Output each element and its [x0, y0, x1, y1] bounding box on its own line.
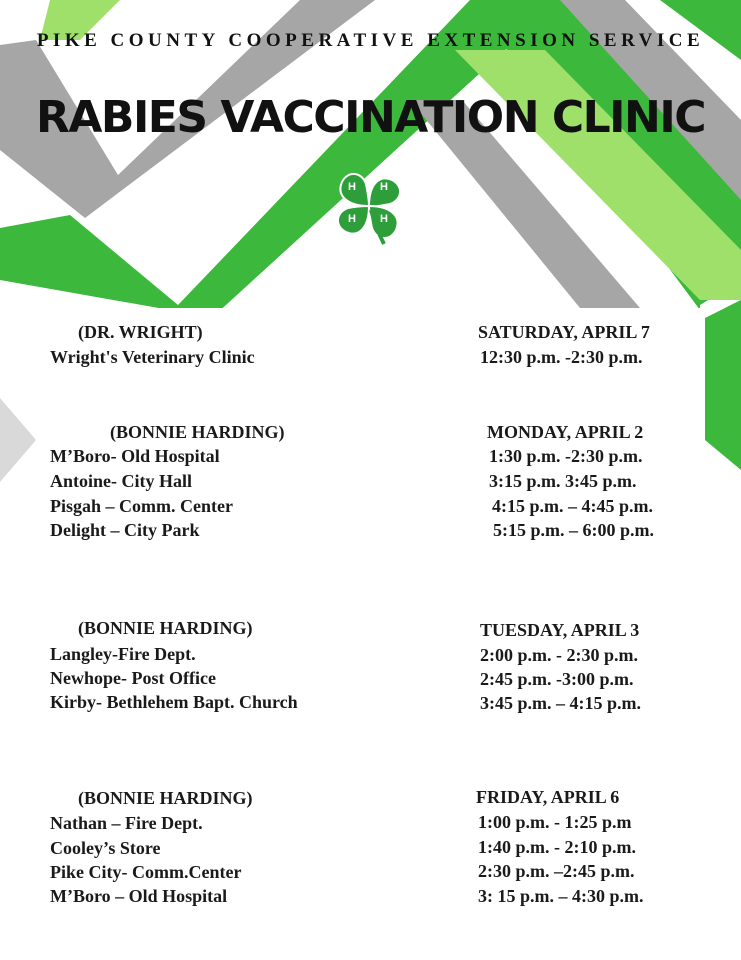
session-vet: (BONNIE HARDING): [110, 422, 285, 442]
clover-logo-icon: [328, 166, 410, 248]
stop-location: Antoine- City Hall: [50, 471, 192, 491]
green-chevron-right-edge-over: [705, 300, 741, 470]
organization-name: PIKE COUNTY COOPERATIVE EXTENSION SERVICE: [36, 30, 705, 51]
stop-time: 2:45 p.m. -3:00 p.m.: [480, 669, 634, 689]
stop-time: 4:15 p.m. – 4:45 p.m.: [492, 496, 653, 516]
stop-time: 12:30 p.m. -2:30 p.m.: [480, 347, 643, 367]
stop-location: M’Boro- Old Hospital: [50, 446, 220, 466]
stop-time: 1:00 p.m. - 1:25 p.m: [478, 812, 632, 832]
session-vet: (BONNIE HARDING): [78, 618, 253, 638]
stop-location: Pisgah – Comm. Center: [50, 496, 233, 516]
stop-location: Kirby- Bethlehem Bapt. Church: [50, 692, 298, 712]
stop-time: 3:45 p.m. – 4:15 p.m.: [480, 693, 641, 713]
stop-location: M’Boro – Old Hospital: [50, 886, 228, 906]
stop-location: Wright's Veterinary Clinic: [50, 347, 255, 367]
session-day: SATURDAY, APRIL 7: [478, 322, 650, 342]
stop-time: 5:15 p.m. – 6:00 p.m.: [493, 520, 654, 540]
stop-time: 2:00 p.m. - 2:30 p.m.: [480, 645, 638, 665]
stop-location: Pike City- Comm.Center: [50, 862, 242, 882]
logo-letter: H: [348, 213, 356, 225]
stop-location: Langley-Fire Dept.: [50, 644, 196, 664]
logo-letter: H: [348, 181, 356, 193]
stop-time: 2:30 p.m. –2:45 p.m.: [478, 861, 635, 881]
stop-time: 1:40 p.m. - 2:10 p.m.: [478, 837, 636, 857]
stop-time: 3:15 p.m. 3:45 p.m.: [489, 471, 637, 491]
session-vet: (BONNIE HARDING): [78, 788, 253, 808]
stop-time: 1:30 p.m. -2:30 p.m.: [489, 446, 643, 466]
logo-letter: H: [380, 181, 388, 193]
stop-time: 3: 15 p.m. – 4:30 p.m.: [478, 886, 644, 906]
session-day: TUESDAY, APRIL 3: [480, 620, 640, 640]
stop-location: Nathan – Fire Dept.: [50, 813, 203, 833]
stop-location: Cooley’s Store: [50, 838, 161, 858]
session-day: FRIDAY, APRIL 6: [476, 787, 620, 807]
session-vet: (DR. WRIGHT): [78, 322, 203, 342]
stop-location: Newhope- Post Office: [50, 668, 216, 688]
stop-location: Delight – City Park: [50, 520, 200, 540]
page-title: RABIES VACCINATION CLINIC: [35, 92, 706, 143]
session-day: MONDAY, APRIL 2: [487, 422, 644, 442]
logo-letter: H: [380, 213, 388, 225]
